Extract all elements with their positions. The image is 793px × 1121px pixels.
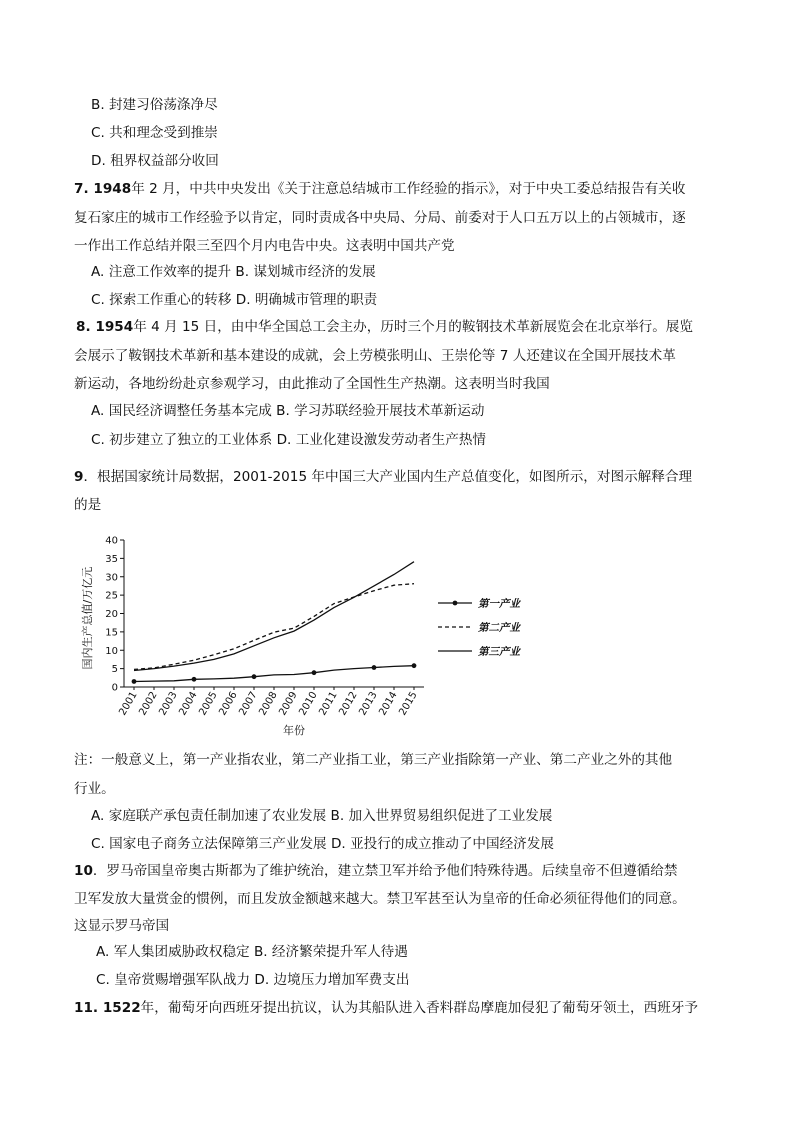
q10-line-1 xyxy=(74,862,677,880)
legend-label: 第一产业 xyxy=(478,598,520,610)
y-tick-label: 10 xyxy=(105,645,118,657)
q10-line-3: 这显示罗马帝国 xyxy=(74,918,170,934)
series-point xyxy=(372,665,377,670)
x-axis-label: 年份 xyxy=(283,724,305,737)
x-tick-label: 2010 xyxy=(297,690,320,718)
q7-line-3: 一作出工作总结并限三至四个月内电告中央。这表明中国共产党 xyxy=(74,238,455,254)
chart-axes xyxy=(105,536,424,718)
q9-line-2: 的是 xyxy=(74,497,102,513)
legend-label: 第二产业 xyxy=(478,622,520,634)
series-line-第二产业 xyxy=(134,584,414,670)
y-tick-label: 15 xyxy=(105,627,118,639)
gdp-line-chart xyxy=(78,530,538,745)
chart-legend xyxy=(438,597,521,658)
q11-number: 11. 1522 xyxy=(74,1000,141,1016)
q9-number: 9 xyxy=(74,469,84,485)
series-point xyxy=(412,663,417,668)
q7-number: 7. 1948 xyxy=(74,181,132,197)
y-tick-label: 30 xyxy=(105,572,118,584)
q7-options-cd: C. 探索工作重心的转移 D. 明确城市管理的职责 xyxy=(91,292,378,308)
q6-option-c: C. 共和理念受到推崇 xyxy=(91,125,218,141)
q9-note-1: 注：一般意义上，第一产业指农业，第二产业指工业，第三产业指除第一产业、第二产业之外的其他 xyxy=(74,752,673,768)
y-tick-label: 25 xyxy=(105,590,118,602)
x-tick-label: 2002 xyxy=(137,690,160,718)
x-tick-label: 2012 xyxy=(337,690,360,718)
x-tick-label: 2004 xyxy=(177,690,200,718)
x-tick-label: 2001 xyxy=(117,690,140,718)
q10-number: 10 xyxy=(74,863,93,879)
q8-line-3: 新运动，各地纷纷赴京参观学习，由此推动了全国性生产热潮。这表明当时我国 xyxy=(74,376,550,392)
q9-options-ab: A. 家庭联产承包责任制加速了农业发展 B. 加入世界贸易组织促进了工业发展 xyxy=(91,808,553,824)
y-tick-label: 35 xyxy=(105,553,118,565)
q9-note-2: 行业。 xyxy=(74,781,115,797)
x-tick-label: 2015 xyxy=(397,690,420,718)
y-tick-label: 40 xyxy=(105,535,118,547)
series-point xyxy=(252,674,257,679)
q6-option-b: B. 封建习俗荡涤净尽 xyxy=(91,97,218,113)
q7-line-2: 复石家庄的城市工作经验予以肯定，同时责成各中央局、分局、前委对于人口五万以上的占领城市，逐 xyxy=(74,210,686,226)
q7-line-1 xyxy=(74,180,685,198)
q9-line-1 xyxy=(74,468,692,486)
q8-line-1 xyxy=(76,318,693,336)
y-axis-label: 国内生产总值/万亿元 xyxy=(81,566,94,670)
q9-options-cd: C. 国家电子商务立法保障第三产业发展 D. 亚投行的成立推动了中国经济发展 xyxy=(91,836,554,852)
q10-options-cd: C. 皇帝赏赐增强军队战力 D. 边境压力增加军费支出 xyxy=(96,972,410,988)
q8-options-ab: A. 国民经济调整任务基本完成 B. 学习苏联经验开展技术革新运动 xyxy=(91,403,485,419)
x-tick-label: 2011 xyxy=(317,690,340,718)
series-point xyxy=(312,670,317,675)
y-tick-label: 20 xyxy=(105,609,118,620)
q6-option-d: D. 租界权益部分收回 xyxy=(91,153,219,169)
q8-line-2: 会展示了鞍钢技术革新和基本建设的成就，会上劳模张明山、王崇伦等 7 人还建议在全国开展技术革 xyxy=(74,348,676,364)
y-tick-label: 5 xyxy=(111,664,118,676)
y-tick-label: 0 xyxy=(111,682,118,694)
x-tick-label: 2005 xyxy=(197,690,220,718)
series-line-第三产业 xyxy=(134,562,414,671)
chart-series xyxy=(132,562,417,684)
x-tick-label: 2007 xyxy=(237,690,260,718)
q10-line-2: 卫军发放大量赏金的惯例，而且发放金额越来越大。禁卫军甚至认为皇帝的任命必须征得他们的同意。 xyxy=(74,891,686,907)
x-tick-label: 2009 xyxy=(277,690,300,718)
q10-text-1: ．罗马帝国皇帝奥古斯都为了维护统治，建立禁卫军并给予他们特殊待遇。后续皇帝不但遵循给禁 xyxy=(92,863,678,879)
series-point xyxy=(132,679,137,684)
x-tick-label: 2006 xyxy=(217,690,240,718)
q8-options-cd: C. 初步建立了独立的工业体系 D. 工业化建设激发劳动者生产热情 xyxy=(91,432,486,448)
q8-number: 8. 1954 xyxy=(76,319,134,335)
series-point xyxy=(192,677,197,682)
x-tick-label: 2014 xyxy=(377,690,400,718)
q9-text-1: ．根据国家统计局数据，2001-2015 年中国三大产业国内生产总值变化，如图所示，对图示解释合理 xyxy=(83,469,693,485)
legend-label: 第三产业 xyxy=(478,646,520,658)
q7-options-ab: A. 注意工作效率的提升 B. 谋划城市经济的发展 xyxy=(91,264,376,280)
q11-text-1: 年，葡萄牙向西班牙提出抗议，认为其船队进入香料群岛摩鹿加侵犯了葡萄牙领土，西班牙予 xyxy=(140,1000,698,1016)
q8-text-1: 年 4 月 15 日，由中华全国总工会主办，历时三个月的鞍钢技术革新展览会在北京举行。展览 xyxy=(133,319,693,335)
x-tick-label: 2008 xyxy=(257,690,280,718)
q7-text-1: 年 2 月，中共中央发出《关于注意总结城市工作经验的指示》，对于中央工委总结报告有关收 xyxy=(131,181,686,197)
legend-marker xyxy=(453,601,458,606)
x-tick-label: 2003 xyxy=(157,690,180,718)
q10-options-ab: A. 军人集团威胁政权稳定 B. 经济繁荣提升军人待遇 xyxy=(96,944,408,960)
q11-line-1 xyxy=(74,999,698,1017)
x-tick-label: 2013 xyxy=(357,690,380,718)
